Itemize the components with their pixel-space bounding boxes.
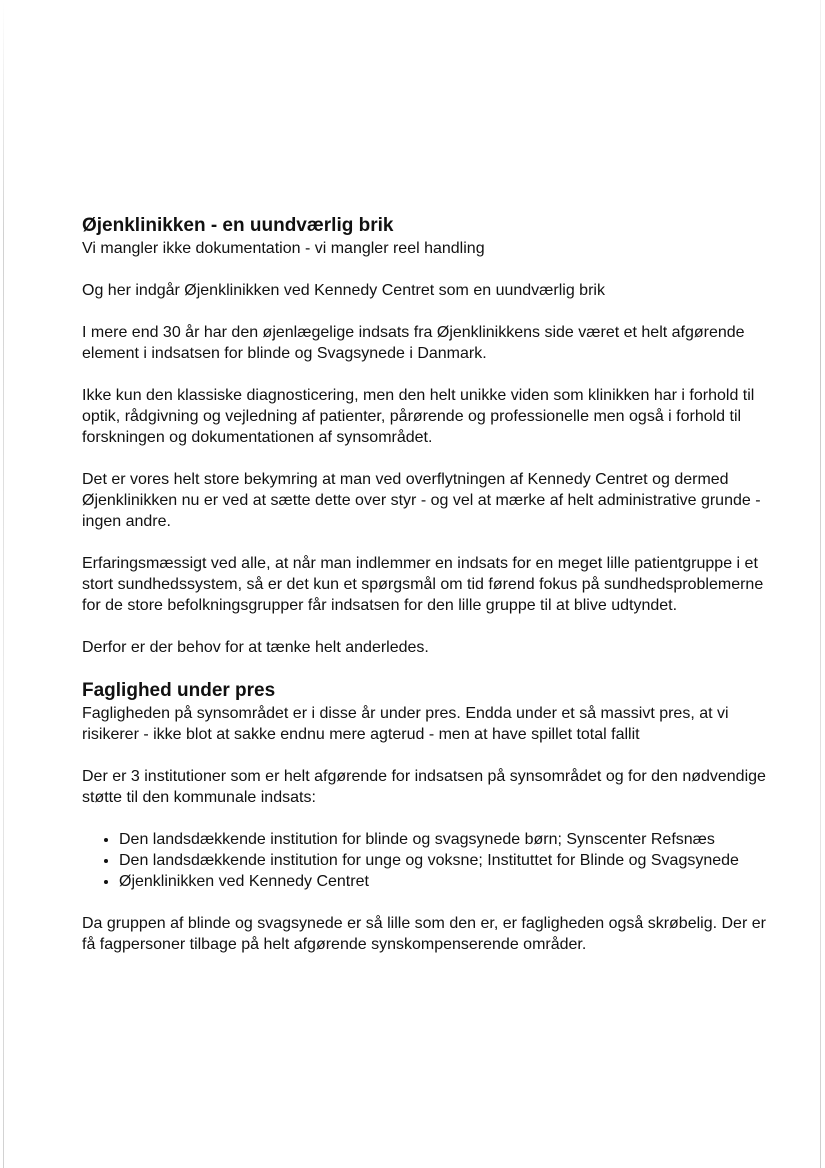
list-item: • Øjenklinikken ved Kennedy Centret [119, 871, 782, 892]
section-subtitle: Vi mangler ikke dokumentation - vi mangler reel handling [82, 240, 485, 257]
scan-edge-left [3, 0, 4, 1168]
paragraph: Ikke kun den klassiske diagnosticering, men den helt unikke viden som klinikken har i forhold til optik, rådgivning og vejledning af patienter, pårørende og professionelle men også i forhold til forskningen og dokumentationen af synsområdet. [82, 387, 755, 446]
paragraph: Derfor er der behov for at tænke helt anderledes. [82, 639, 429, 656]
paragraph: Erfaringsmæssigt ved alle, at når man indlemmer en indsats for en meget lille patientgruppe i et stort sundhedssystem, så er det kun et spørgsmål om tid førend fokus på sundhedsproblemerne for de store befolkningsgrupper får indsatsen for den lille gruppe til at blive udtyndet. [82, 555, 764, 614]
section-heading: Faglighed under pres [82, 680, 276, 701]
scan-edge-right [820, 0, 821, 1168]
paragraph: Det er vores helt store bekymring at man ved overflytningen af Kennedy Centret og dermed Øjenklinikken nu er ved at sætte dette over styr - og vel at mærke af helt administrative grunde - ingen andre. [82, 471, 761, 530]
section-oejenklinikken [82, 214, 782, 658]
section-subtitle: Fagligheden på synsområdet er i disse år under pres. Endda under et så massivt pres, at vi risikerer - ikke blot at sakke endnu mere agterud - men at have spillet total fallit [82, 705, 729, 743]
paragraph: Da gruppen af blinde og svagsynede er så lille som den er, er fagligheden også skrøbelig. Der er få fagpersoner tilbage på helt afgørende synskompenserende områder. [82, 915, 766, 953]
paragraph: Der er 3 institutioner som er helt afgørende for indsatsen på synsområdet og for den nødvendige støtte til den kommunale indsats: [82, 768, 766, 806]
section-heading: Øjenklinikken - en uundværlig brik [82, 215, 394, 236]
document-body [82, 214, 782, 976]
list-item: • Den landsdækkende institution for unge og voksne; Instituttet for Blinde og Svagsynede [119, 850, 782, 871]
paragraph: Og her indgår Øjenklinikken ved Kennedy Centret som en uundværlig brik [82, 282, 605, 299]
list-item: • Den landsdækkende institution for blinde og svagsynede børn; Synscenter Refsnæs [119, 829, 782, 850]
section-faglighed [82, 679, 782, 955]
paragraph: I mere end 30 år har den øjenlægelige indsats fra Øjenklinikkens side været et helt afgørende element i indsatsen for blinde og Svagsynede i Danmark. [82, 324, 745, 362]
institution-list [82, 829, 782, 892]
